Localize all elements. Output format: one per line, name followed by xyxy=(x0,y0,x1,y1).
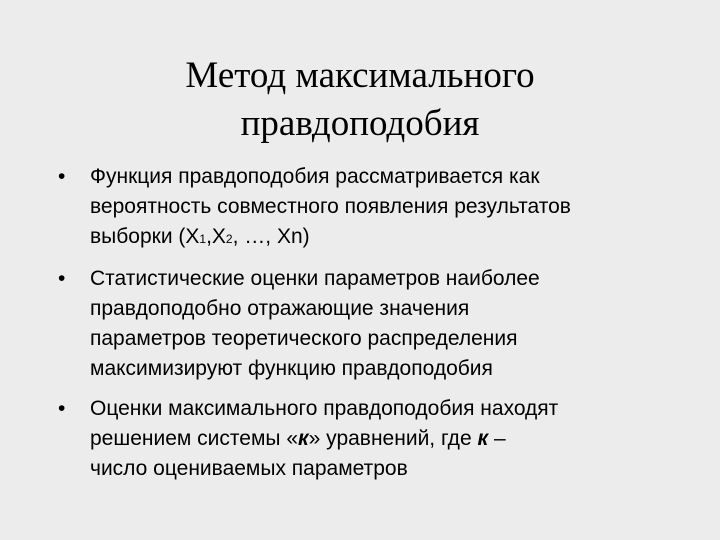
bullet-1-line-3-mid: ,Х xyxy=(206,225,226,248)
bullet-2-line-1: Статистические оценки параметров наиболее xyxy=(90,267,540,290)
bullet-2-line-2: правдоподобно отражающие значения xyxy=(90,297,470,320)
bullet-item-likelihood-definition xyxy=(58,162,678,254)
bullet-icon: • xyxy=(58,267,66,290)
k-variable-2: к xyxy=(477,427,489,450)
bullet-2-line-4: максимизируют функцию правдоподобия xyxy=(90,357,493,380)
bullet-3-line-2-prefix: решением системы « xyxy=(90,427,299,450)
title-line-1: Метод максимального xyxy=(185,55,535,96)
subscript-2: 2 xyxy=(225,232,233,246)
bullet-2-line-3: параметров теоретического распределения xyxy=(90,327,518,350)
k-variable-1: к xyxy=(298,427,309,450)
bullet-1-line-3-suffix: , …, Хn) xyxy=(232,225,310,248)
title-line-2: правдоподобия xyxy=(240,103,480,144)
bullet-1-line-3-prefix: выборки (Х xyxy=(90,225,200,248)
slide-title xyxy=(0,52,720,148)
bullet-icon: • xyxy=(58,165,66,188)
bullet-1-line-1: Функция правдоподобия рассматривается как xyxy=(90,165,540,188)
bullet-3-line-2-suffix: – xyxy=(488,427,506,450)
bullet-3-line-2 xyxy=(90,424,678,454)
bullet-icon: • xyxy=(58,397,66,420)
bullet-3-line-2-mid: » уравнений, где xyxy=(308,427,478,450)
bullet-3-line-1: Оценки максимального правдоподобия находят xyxy=(90,397,559,420)
bullet-1-line-2: вероятность совместного появления результатов xyxy=(90,195,571,218)
subscript-1: 1 xyxy=(199,232,207,246)
bullet-list xyxy=(58,162,678,494)
bullet-item-ml-estimates xyxy=(58,394,678,484)
bullet-1-line-3 xyxy=(90,222,678,254)
bullet-3-line-3: число оцениваемых параметров xyxy=(90,457,408,480)
bullet-item-statistical-estimates xyxy=(58,264,678,384)
